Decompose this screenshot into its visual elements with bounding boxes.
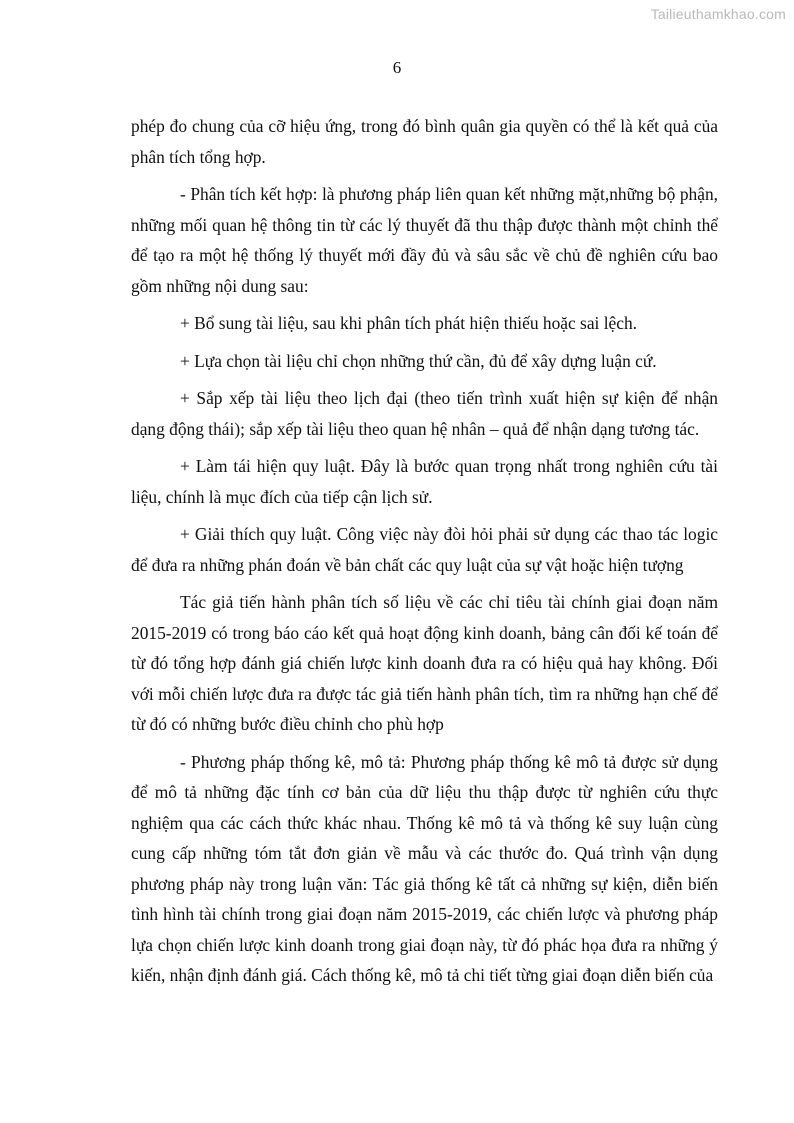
paragraph: + Bổ sung tài liệu, sau khi phân tích phát hiện thiếu hoặc sai lệch. <box>180 313 638 333</box>
paragraph: - Phương pháp thống kê, mô tả: Phương pháp thống kê mô tả được sử dụng để mô tả những đặc tính cơ bản của dữ liệu thu thập được từ nghiên cứu thực nghiệm qua các cách thức khác nhau. Thống kê mô tả và thống kê suy luận cùng cung cấp những tóm tắt đơn giản về mẫu và các thước đo. Quá trình vận dụng phương pháp này trong luận văn: Tác giả thống kê tất cả những sự kiện, diễn biến tình hình tài chính trong giai đoạn năm 2015-2019, các chiến lược và phương pháp lựa chọn chiến lược kinh doanh trong giai đoạn này, từ đó phác họa đưa ra những ý kiến, nhận định đánh giá. Cách thống kê, mô tả chi tiết từng giai đoạn diễn biến của <box>131 751 718 985</box>
body-text <box>131 111 718 998</box>
paragraph: phép đo chung của cỡ hiệu ứng, trong đó bình quân gia quyền có thể là kết quả của phân tích tổng hợp. <box>131 116 718 167</box>
paragraph: + Sắp xếp tài liệu theo lịch đại (theo tiến trình xuất hiện sự kiện để nhận dạng động thái); sắp xếp tài liệu theo quan hệ nhân – quả để nhận dạng tương tác. <box>131 388 718 439</box>
paragraph: Tác giả tiến hành phân tích số liệu về các chỉ tiêu tài chính giai đoạn năm 2015-2019 có trong báo cáo kết quả hoạt động kinh doanh, bảng cân đối kế toán để từ đó tổng hợp đánh giá chiến lược kinh doanh đưa ra có hiệu quả hay không. Đối với mỗi chiến lược đưa ra được tác giả tiến hành phân tích, tìm ra những hạn chế để từ đó có những bước điều chỉnh cho phù hợp <box>131 592 718 734</box>
page-number: 6 <box>392 58 402 77</box>
paragraph: + Lựa chọn tài liệu chỉ chọn những thứ cần, đủ để xây dựng luận cứ. <box>180 350 657 371</box>
watermark: Tailieuthamkhao.com <box>650 6 786 22</box>
paragraph: - Phân tích kết hợp: là phương pháp liên quan kết những mặt,những bộ phận, những mối quan hệ thông tin từ các lý thuyết đã thu thập được thành một chỉnh thể để tạo ra một hệ thống lý thuyết mới đầy đủ và sâu sắc về chủ đề nghiên cứu bao gồm những nội dung sau: <box>131 184 718 296</box>
paragraph: + Giải thích quy luật. Công việc này đòi hỏi phải sử dụng các thao tác logic để đưa ra những phán đoán về bản chất các quy luật của sự vật hoặc hiện tượng <box>131 524 718 575</box>
paragraph: + Làm tái hiện quy luật. Đây là bước quan trọng nhất trong nghiên cứu tài liệu, chính là mục đích của tiếp cận lịch sử. <box>131 456 718 507</box>
